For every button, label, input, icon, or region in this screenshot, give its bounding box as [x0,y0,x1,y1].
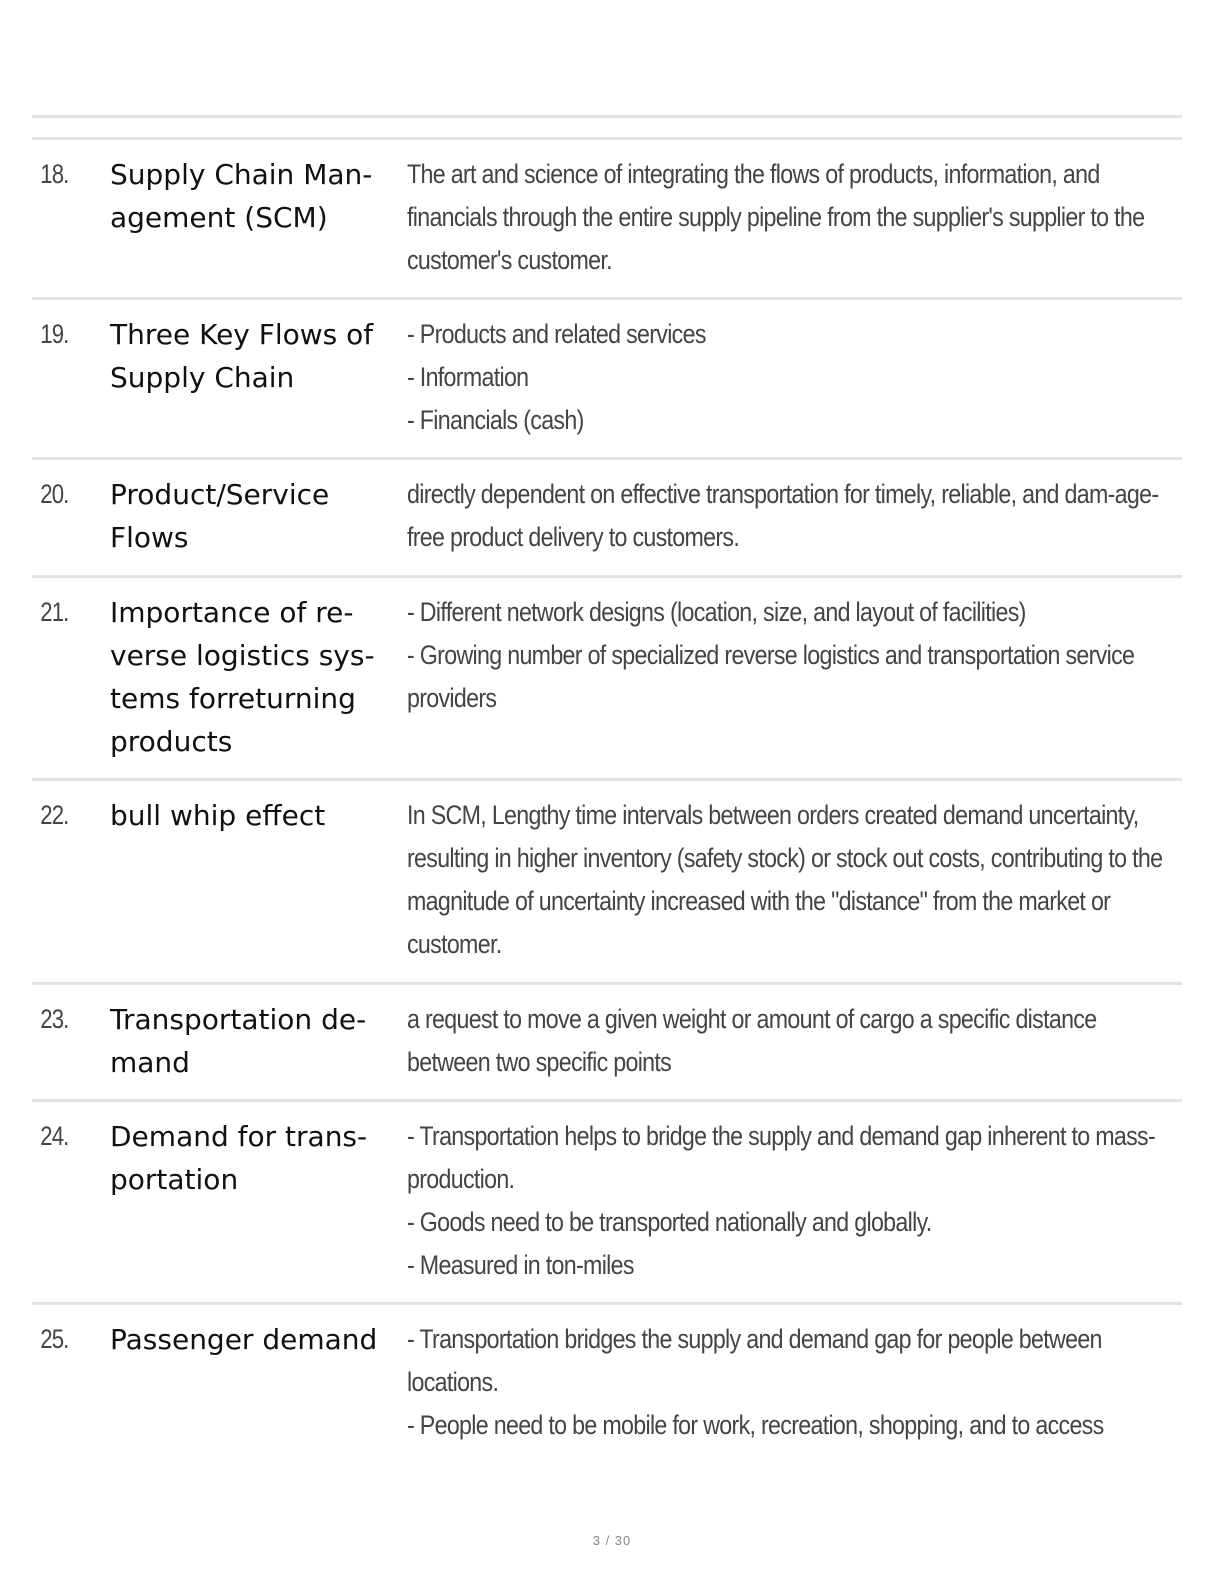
card-definition: - Transportation bridges the supply and demand gap for people between locations. - People need to be mobile for work, recreation, shopping, and to access [407,1324,1104,1440]
card-20 [32,457,1182,575]
card-number: 21. [40,597,69,627]
card-23 [32,982,1182,1099]
card-number: 20. [40,479,69,509]
card-24 [32,1099,1182,1302]
card-definition: - Different network designs (location, size, and layout of facilities) - Growing number of specialized reverse logistics and transportation service providers [407,597,1135,713]
card-definition: - Products and related services - Information - Financials (cash) [407,319,706,435]
card-term: Importance of re- verse logistics sys- tems forreturning products [110,596,375,758]
card-number: 24. [40,1121,69,1151]
card-22 [32,778,1182,982]
card-term: bull whip effect [110,799,326,832]
card-21 [32,575,1182,778]
card-25 [32,1302,1182,1452]
page-indicator: 3 / 30 [592,1533,632,1548]
card-term: Transportation de- mand [110,1003,367,1079]
card-term: Demand for trans- portation [110,1120,368,1196]
top-divider [32,115,1182,118]
card-number: 18. [40,159,69,189]
card-term: Product/Service Flows [110,478,330,554]
card-term: Passenger demand [110,1323,378,1356]
card-18 [32,137,1182,297]
card-term: Three Key Flows of Supply Chain [110,318,374,394]
card-term: Supply Chain Man- agement (SCM) [110,158,373,234]
flashcard-list [32,115,1182,1452]
card-definition: In SCM, Lengthy time intervals between orders created demand uncertainty, resulting in higher inventory (safety stock) or stock out costs, contributing to the magnitude of uncertainty increased with the "distance" from the market or customer. [407,800,1163,959]
card-definition: The art and science of integrating the flows of products, information, and financials through the entire supply pipeline from the supplier's supplier to the customer's customer. [407,159,1145,275]
card-definition: - Transportation helps to bridge the supply and demand gap inherent to mass-production. - Goods need to be transported nationally and globally. - Measured in ton-miles [407,1121,1155,1280]
card-number: 25. [40,1324,69,1354]
card-number: 23. [40,1004,69,1034]
card-definition: directly dependent on effective transportation for timely, reliable, and dam-age-free product delivery to customers. [407,479,1159,552]
card-19 [32,297,1182,457]
card-number: 22. [40,800,69,830]
card-definition: a request to move a given weight or amount of cargo a specific distance between two specific points [407,1004,1097,1077]
card-number: 19. [40,319,69,349]
